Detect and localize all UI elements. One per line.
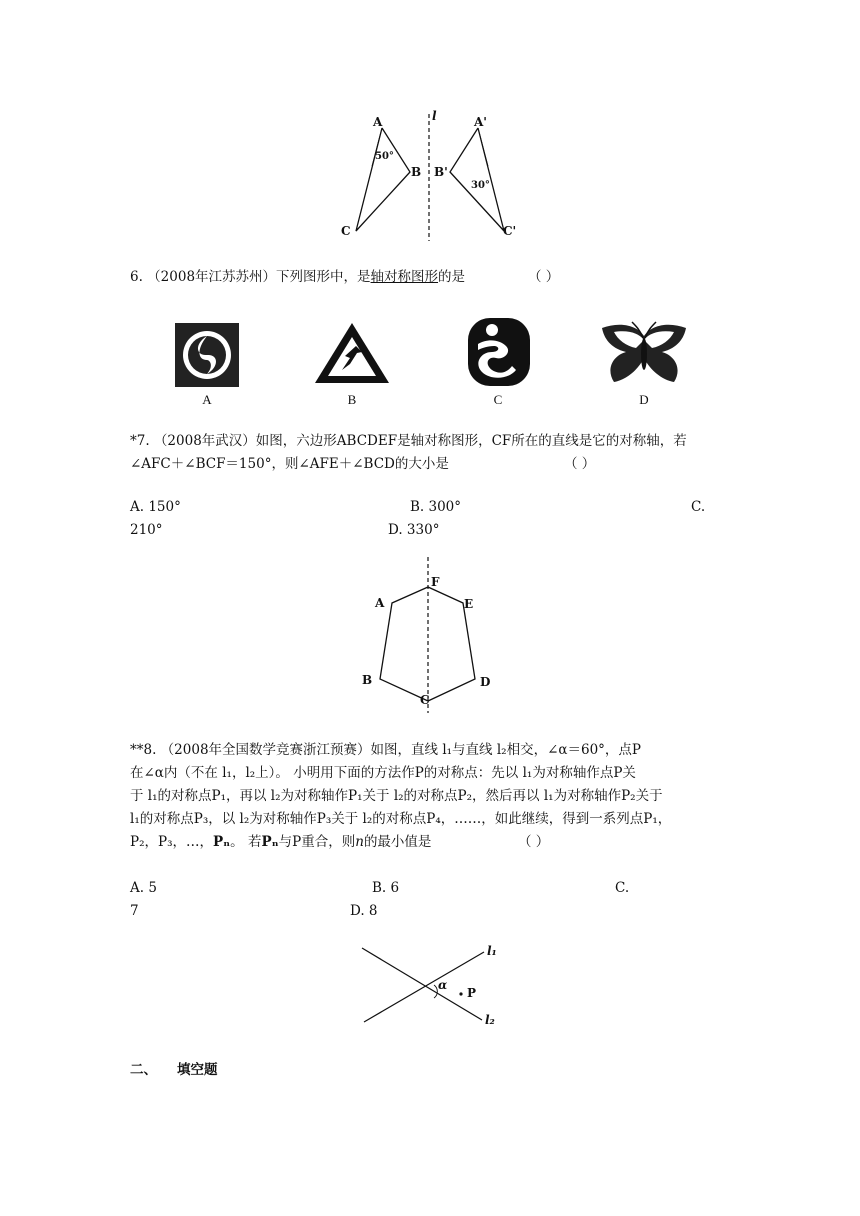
figure-hexagon <box>360 555 500 715</box>
option-b-image <box>312 320 392 386</box>
q7-option-c-value: 210° <box>130 522 163 538</box>
figure-triangle-reflection <box>330 108 530 243</box>
option-label-b: B <box>347 392 357 407</box>
angle-50: 50° <box>375 151 394 162</box>
answer-paren-q7: （ ） <box>564 456 596 472</box>
q7-option-d: D. 330° <box>388 522 440 538</box>
point-label-p: P <box>467 986 477 1000</box>
hex-label-b: B <box>362 673 373 687</box>
option-a-image <box>174 322 240 388</box>
label-b: B <box>411 165 422 179</box>
option-d-image <box>596 318 692 390</box>
q8-option-c: C. <box>615 880 630 896</box>
label-b-prime: B' <box>434 165 448 179</box>
hex-label-a: A <box>375 596 385 610</box>
triangle-abc <box>356 128 410 231</box>
hex-label-d: D <box>480 675 491 689</box>
angle-label-alpha: α <box>438 978 448 992</box>
hex-label-c: C <box>420 693 430 707</box>
answer-paren-q8: （ ） <box>518 834 550 850</box>
q8-option-c-value: 7 <box>130 903 139 919</box>
option-c-image <box>466 316 532 388</box>
question-7-line1: *7. （2008年武汉）如图，六边形ABCDEF是轴对称图形，CF所在的直线是它的对称轴，若 <box>130 433 687 449</box>
q7-option-a: A. 150° <box>130 499 181 515</box>
line-label-l2: l₂ <box>485 1013 495 1027</box>
axis-label-l: l <box>432 109 437 123</box>
question-7-line2: ∠AFC＋∠BCF＝150°，则∠AFE＋∠BCD的大小是 <box>130 456 449 472</box>
q8-option-b: B. 6 <box>372 880 400 896</box>
q7-option-c: C. <box>691 499 706 515</box>
label-a: A <box>373 115 383 129</box>
section-2-heading: 二、 填空题 <box>130 1062 218 1078</box>
question-8-line4: l₁的对称点P₃，以 l₂为对称轴作P₃关于 l₂的对称点P₄，……，如此继续，得到一系列点P₁， <box>130 811 672 827</box>
hex-label-f: F <box>431 575 440 589</box>
q8-option-a: A. 5 <box>130 880 157 896</box>
question-6: 6. （2008年江苏苏州）下列图形中，是轴对称图形的是 <box>130 269 466 285</box>
question-8-line2: 在∠α内（不在 l₁，l₂上）。 小明用下面的方法作P的对称点：先以 l₁为对称轴作点P关 <box>130 765 636 781</box>
answer-paren-q6: （ ） <box>528 269 560 285</box>
hex-label-e: E <box>464 597 474 611</box>
question-8-line1: **8. （2008年全国数学竞赛浙江预赛）如图，直线 l₁与直线 l₂相交，∠α＝60°，点P <box>130 742 642 758</box>
q7-option-b: B. 300° <box>410 499 462 515</box>
label-c-prime: C' <box>503 224 517 238</box>
label-a-prime: A' <box>474 115 487 129</box>
angle-30: 30° <box>471 180 490 191</box>
option-label-d: D <box>639 392 649 407</box>
line-label-l1: l₁ <box>487 944 497 958</box>
q8-option-d: D. 8 <box>350 903 378 919</box>
label-c: C <box>341 224 351 238</box>
question-8-line5: P₂，P₃，…，Pₙ。 若Pₙ与P重合，则n的最小值是 <box>130 834 432 850</box>
option-label-c: C <box>493 392 503 407</box>
question-8-line3: 于 l₁的对称点P₁，再以 l₂为对称轴作P₁关于 l₂的对称点P₂，然后再以 l₁为对称轴作P₂关于 <box>130 788 663 804</box>
option-label-a: A <box>202 392 212 407</box>
